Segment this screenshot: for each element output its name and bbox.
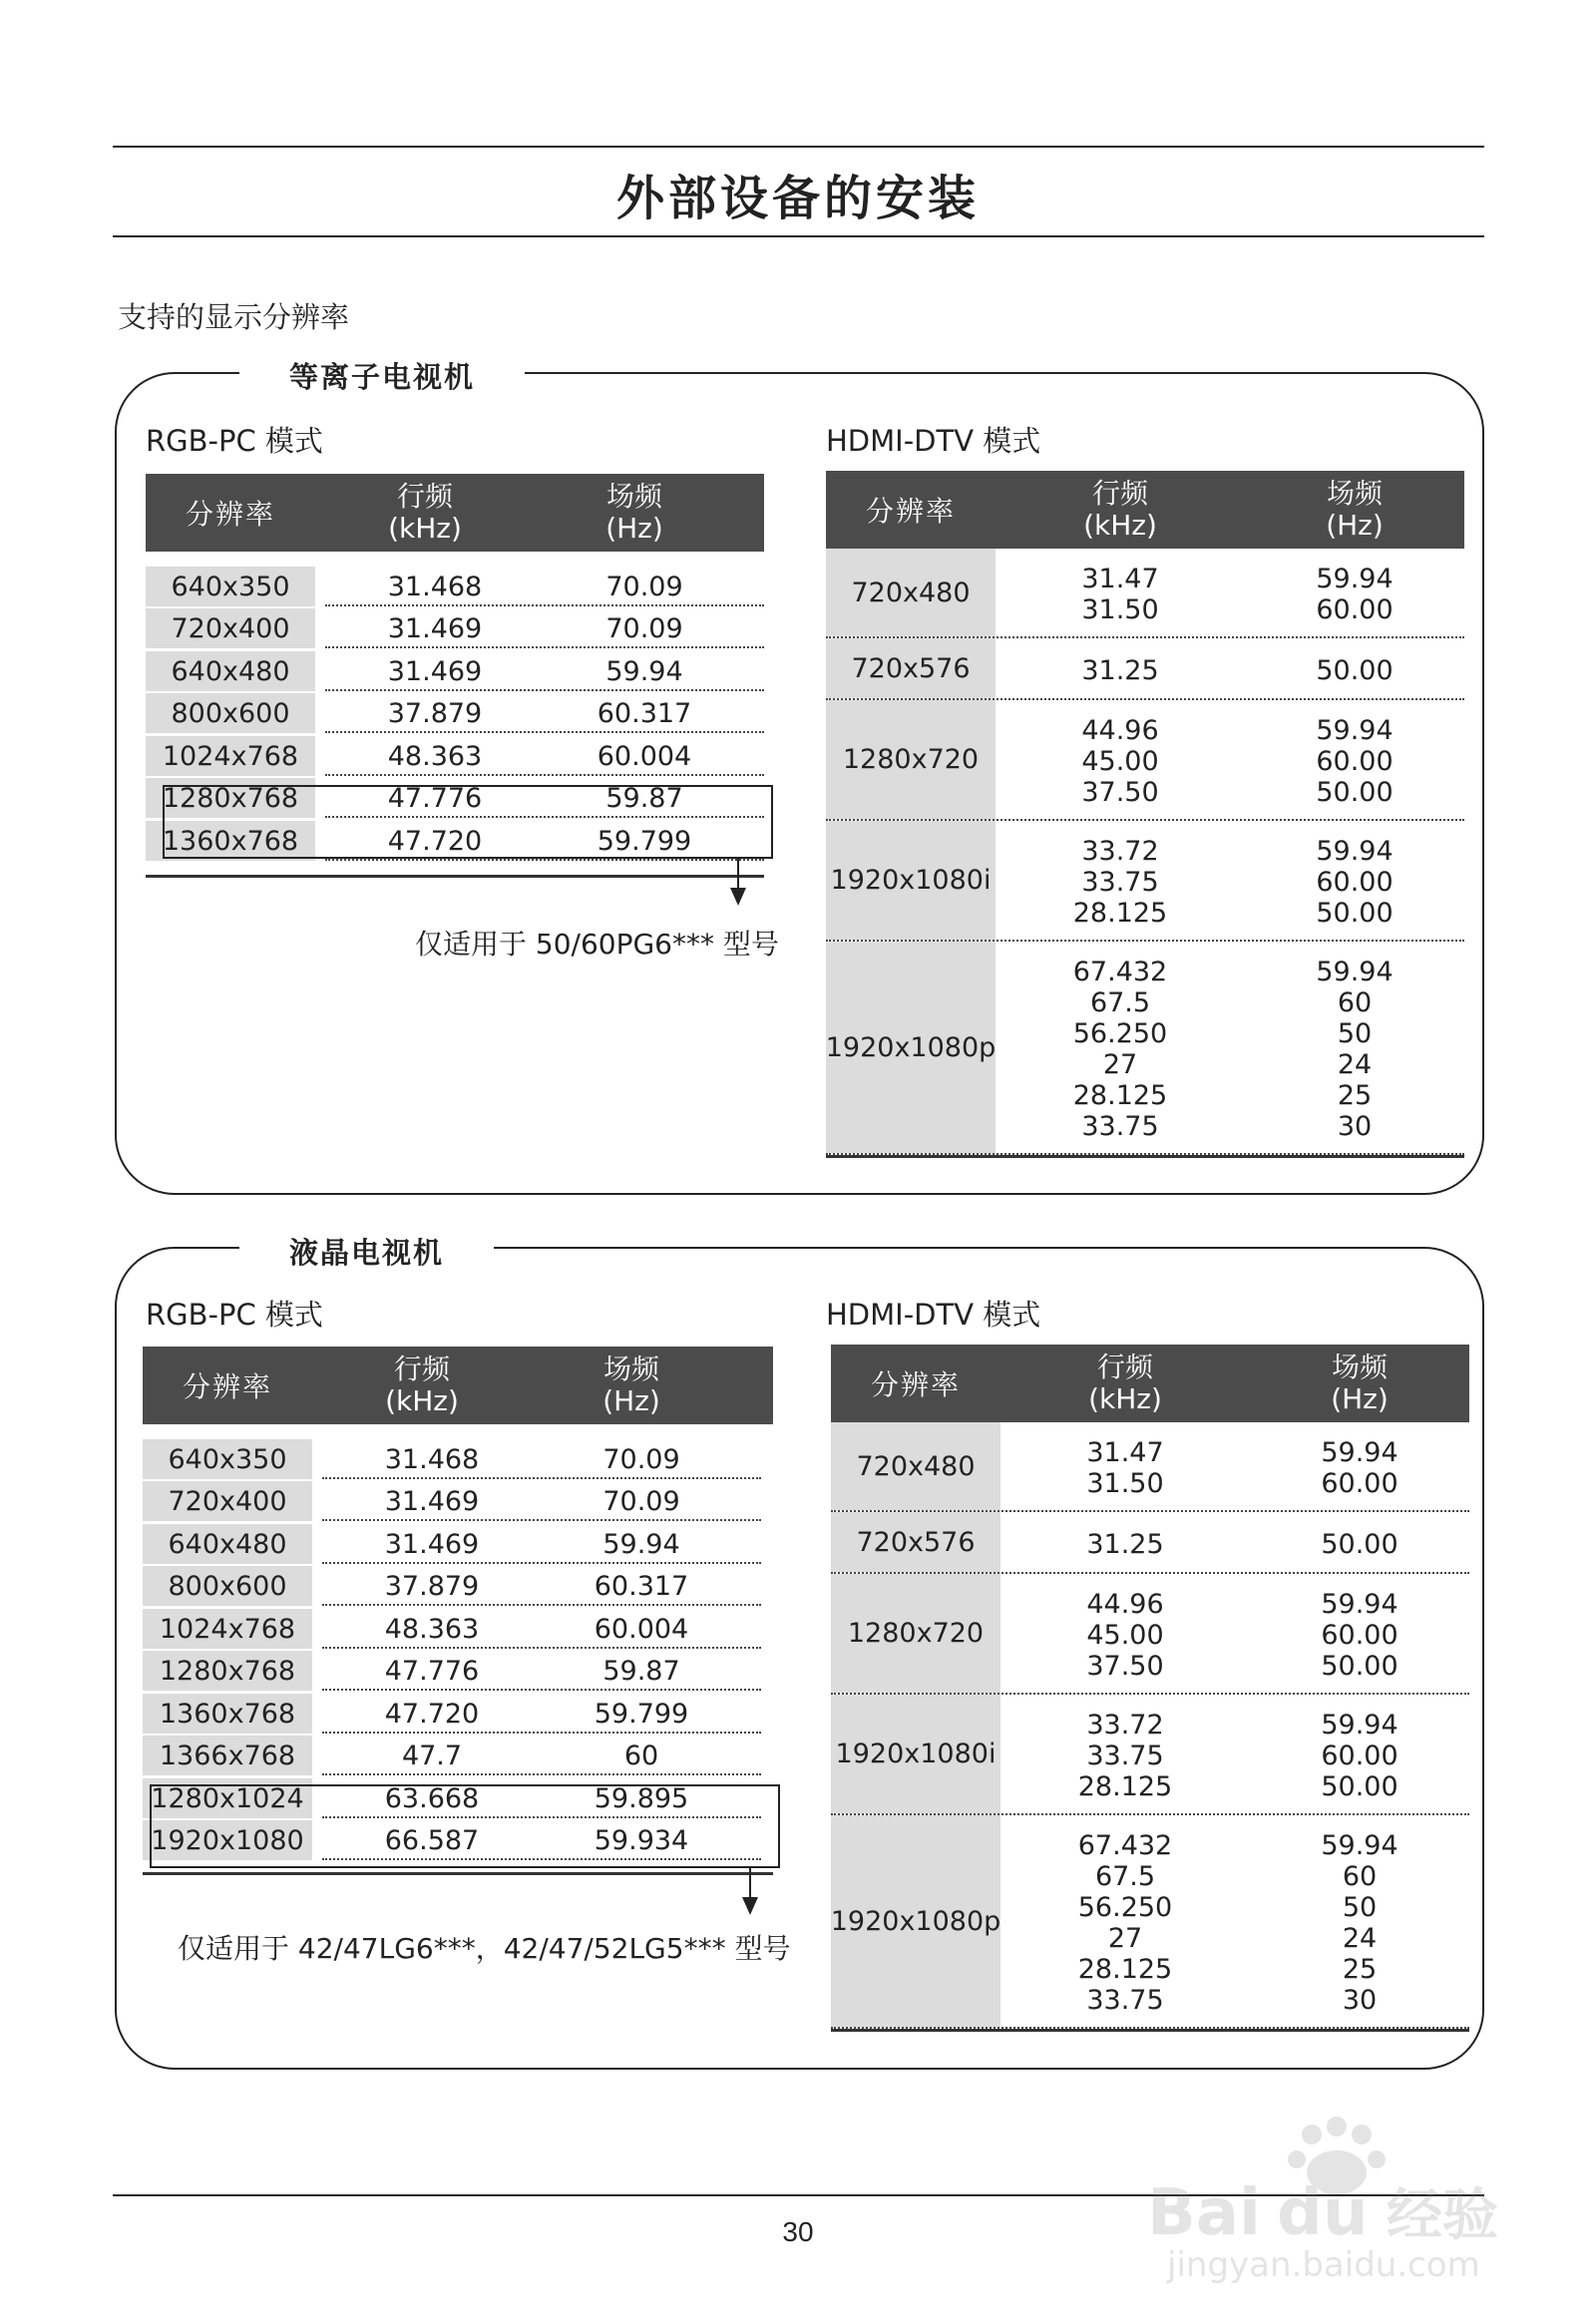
cell-hfreq: 37.50 <box>1086 1651 1164 1682</box>
header-hfreq-unit: (kHz) <box>1088 1382 1162 1415</box>
header-vfreq-label: 场频 <box>602 1352 659 1385</box>
hfreq-column <box>996 821 1245 940</box>
plasma-hdmi-table <box>826 471 1464 1158</box>
cell-hfreq: 31.50 <box>1086 1468 1164 1499</box>
cell-hfreq: 45.00 <box>1081 746 1159 777</box>
cell-hfreq: 56.250 <box>1072 1018 1168 1049</box>
cell-hfreq: 28.125 <box>1077 1771 1173 1802</box>
cell-resolution: 720x480 <box>831 1422 1000 1510</box>
cell-vfreq: 59.94 <box>1321 1437 1398 1468</box>
plasma-hdmi-body <box>826 549 1464 1155</box>
cell-resolution: 800x600 <box>146 693 315 733</box>
cell-resolution: 1366x768 <box>143 1736 312 1775</box>
table-row <box>826 638 1464 700</box>
row-values <box>322 1566 761 1606</box>
cell-vfreq: 70.09 <box>605 571 683 602</box>
cell-resolution: 720x480 <box>826 549 996 636</box>
row-values <box>322 1609 761 1649</box>
cell-vfreq: 24 <box>1337 1049 1373 1080</box>
table-row <box>831 1815 1469 2029</box>
table-bottom-rule <box>826 1155 1464 1158</box>
table-row <box>146 606 764 649</box>
table-row <box>826 700 1464 821</box>
row-values <box>322 1524 761 1564</box>
cell-vfreq: 60.00 <box>1321 1741 1398 1771</box>
cell-hfreq: 33.72 <box>1081 836 1159 867</box>
cell-vfreq: 70.09 <box>605 613 683 644</box>
cell-resolution: 640x480 <box>143 1524 312 1564</box>
header-hfreq-unit: (kHz) <box>1083 509 1157 542</box>
table-row <box>831 1422 1469 1512</box>
cell-hfreq: 31.25 <box>1086 1528 1164 1560</box>
cell-vfreq: 60.004 <box>597 740 692 772</box>
cell-hfreq: 47.720 <box>384 1698 480 1730</box>
cell-resolution: 720x400 <box>143 1481 312 1521</box>
cell-resolution: 640x480 <box>146 651 315 691</box>
table-row <box>146 564 764 606</box>
header-resolution: 分辨率 <box>182 1370 272 1403</box>
row-values <box>322 1439 761 1479</box>
lcd-hdmi-body <box>831 1422 1469 2029</box>
cell-vfreq: 59.94 <box>602 1528 680 1560</box>
cell-hfreq: 37.50 <box>1081 777 1159 808</box>
cell-hfreq: 31.468 <box>384 1443 480 1475</box>
cell-hfreq: 31.469 <box>384 1486 480 1517</box>
hfreq-column <box>996 638 1245 698</box>
svg-text:du: du <box>1277 2176 1369 2250</box>
lcd-note: 仅适用于 42/47LG6***，42/47/52LG5*** 型号 <box>178 1932 791 1965</box>
table-row <box>831 1512 1469 1574</box>
vfreq-column <box>1245 821 1464 940</box>
cell-resolution: 1920x1080 <box>143 1820 312 1860</box>
cell-resolution: 720x400 <box>146 608 315 648</box>
cell-vfreq: 60.004 <box>594 1613 689 1645</box>
table-row <box>831 1695 1469 1815</box>
header-hfreq <box>1000 1352 1250 1415</box>
header-hfreq-unit: (kHz) <box>388 512 462 545</box>
cell-hfreq: 31.47 <box>1081 564 1159 594</box>
vfreq-column <box>1245 549 1464 636</box>
cell-hfreq: 31.469 <box>387 655 483 687</box>
vfreq-column <box>1245 638 1464 698</box>
cell-vfreq: 30 <box>1342 1985 1378 2016</box>
cell-hfreq: 31.25 <box>1081 654 1159 686</box>
intro-text: 支持的显示分辨率 <box>118 300 350 334</box>
header-vfreq-unit: (Hz) <box>605 512 663 545</box>
cell-hfreq: 44.96 <box>1086 1589 1164 1620</box>
row-values <box>322 1694 761 1734</box>
cell-hfreq: 47.776 <box>387 783 483 814</box>
cell-hfreq: 27 <box>1102 1049 1138 1080</box>
table-bottom-rule <box>831 2029 1469 2032</box>
row-values <box>322 1481 761 1521</box>
header-hfreq <box>315 481 535 545</box>
cell-vfreq: 59.94 <box>1316 957 1394 987</box>
cell-hfreq: 28.125 <box>1072 1080 1168 1111</box>
cell-hfreq: 44.96 <box>1081 715 1159 746</box>
header-vfreq <box>1245 478 1464 542</box>
plasma-section-label: 等离子电视机 <box>239 355 525 396</box>
table-row <box>143 1564 773 1607</box>
row-values <box>322 1651 761 1691</box>
header-hfreq-label: 行频 <box>396 479 453 513</box>
vfreq-column <box>1245 942 1464 1153</box>
top-rule <box>113 146 1484 148</box>
cell-vfreq: 25 <box>1337 1080 1373 1111</box>
table-row <box>146 691 764 734</box>
vfreq-column <box>1250 1422 1469 1510</box>
table-bottom-rule <box>143 1872 773 1875</box>
vfreq-column <box>1250 1574 1469 1693</box>
cell-resolution: 800x600 <box>143 1566 312 1606</box>
cell-hfreq: 31.50 <box>1081 594 1159 625</box>
hfreq-column <box>996 942 1245 1153</box>
cell-vfreq: 59.87 <box>605 783 683 814</box>
cell-hfreq: 56.250 <box>1077 1892 1173 1923</box>
cell-resolution: 1024x768 <box>143 1609 312 1649</box>
cell-hfreq: 67.432 <box>1072 957 1168 987</box>
cell-vfreq: 59.94 <box>605 655 683 687</box>
cell-resolution: 1920x1080p <box>831 1815 1000 2027</box>
table-row <box>143 1521 773 1564</box>
cell-hfreq: 33.75 <box>1081 867 1159 898</box>
cell-hfreq: 31.47 <box>1086 1437 1164 1468</box>
cell-vfreq: 70.09 <box>602 1443 680 1475</box>
cell-vfreq: 59.94 <box>1321 1710 1398 1741</box>
hfreq-column <box>1000 1512 1250 1572</box>
cell-resolution: 1024x768 <box>146 736 315 776</box>
cell-hfreq: 37.879 <box>387 698 483 729</box>
svg-text:经验: 经验 <box>1387 2183 1498 2248</box>
cell-resolution: 1920x1080i <box>831 1695 1000 1813</box>
cell-vfreq: 60.00 <box>1321 1468 1398 1499</box>
cell-vfreq: 59.87 <box>602 1656 680 1687</box>
cell-hfreq: 47.7 <box>401 1741 463 1771</box>
table-bottom-rule <box>146 875 764 878</box>
row-values <box>325 608 764 648</box>
lcd-hdmi-table <box>831 1345 1469 2032</box>
cell-hfreq: 45.00 <box>1086 1620 1164 1651</box>
table-row <box>146 733 764 776</box>
cell-resolution: 1280x768 <box>146 778 315 818</box>
cell-resolution: 1280x720 <box>826 700 996 819</box>
cell-vfreq: 59.799 <box>597 825 692 857</box>
table-row <box>146 648 764 691</box>
cell-vfreq: 50.00 <box>1321 1771 1398 1802</box>
cell-resolution: 1920x1080i <box>826 821 996 940</box>
cell-vfreq: 50 <box>1342 1892 1378 1923</box>
vfreq-column <box>1245 700 1464 819</box>
cell-hfreq: 31.468 <box>387 571 483 602</box>
plasma-hdmi-title: HDMI-DTV 模式 <box>826 424 1041 458</box>
table-row <box>826 549 1464 638</box>
header-hfreq-label: 行频 <box>1096 1350 1153 1383</box>
row-values <box>322 1736 761 1775</box>
cell-resolution: 640x350 <box>143 1439 312 1479</box>
lcd-arrow-head <box>742 1897 758 1915</box>
cell-resolution: 1280x720 <box>831 1574 1000 1693</box>
hfreq-column <box>996 700 1245 819</box>
cell-vfreq: 59.934 <box>594 1825 689 1856</box>
cell-vfreq: 50.00 <box>1316 777 1394 808</box>
header-vfreq-unit: (Hz) <box>1326 509 1384 542</box>
table-header <box>143 1347 773 1424</box>
table-row <box>143 1479 773 1522</box>
cell-hfreq: 37.879 <box>384 1571 480 1602</box>
cell-hfreq: 67.5 <box>1089 987 1151 1018</box>
header-vfreq <box>1250 1352 1469 1415</box>
header-vfreq <box>532 1354 731 1417</box>
header-resolution: 分辨率 <box>185 498 275 531</box>
cell-vfreq: 50.00 <box>1321 1528 1398 1560</box>
vfreq-column <box>1250 1695 1469 1813</box>
hfreq-column <box>996 549 1245 636</box>
lcd-rgb-title: RGB-PC 模式 <box>146 1298 323 1332</box>
cell-hfreq: 33.72 <box>1086 1710 1164 1741</box>
cell-resolution: 640x350 <box>146 567 315 606</box>
cell-hfreq: 48.363 <box>384 1613 480 1645</box>
table-row <box>831 1574 1469 1695</box>
hfreq-column <box>1000 1815 1250 2027</box>
cell-hfreq: 28.125 <box>1077 1954 1173 1985</box>
svg-text:jingyan.baidu.com: jingyan.baidu.com <box>1167 2245 1480 2284</box>
cell-hfreq: 33.75 <box>1086 1741 1164 1771</box>
header-hfreq <box>996 478 1245 542</box>
cell-resolution: 720x576 <box>826 638 996 698</box>
cell-resolution: 1360x768 <box>143 1694 312 1734</box>
row-values <box>325 651 764 691</box>
table-header <box>826 471 1464 549</box>
table-row <box>143 1436 773 1479</box>
cell-vfreq: 60 <box>623 1741 659 1771</box>
cell-hfreq: 33.75 <box>1081 1111 1159 1142</box>
cell-hfreq: 28.125 <box>1072 898 1168 929</box>
cell-vfreq: 59.94 <box>1316 836 1394 867</box>
cell-hfreq: 47.776 <box>384 1656 480 1687</box>
cell-vfreq: 59.895 <box>594 1782 689 1814</box>
cell-vfreq: 24 <box>1342 1923 1378 1954</box>
header-vfreq-label: 场频 <box>1326 476 1383 510</box>
cell-hfreq: 33.75 <box>1086 1985 1164 2016</box>
cell-vfreq: 25 <box>1342 1954 1378 1985</box>
cell-resolution: 1360x768 <box>146 821 315 861</box>
cell-vfreq: 60.317 <box>594 1571 689 1602</box>
cell-vfreq: 59.94 <box>1321 1830 1398 1861</box>
header-hfreq <box>312 1354 532 1417</box>
cell-vfreq: 60.317 <box>597 698 692 729</box>
header-vfreq <box>535 481 734 545</box>
header-vfreq-label: 场频 <box>1331 1350 1388 1383</box>
page-number: 30 <box>782 2216 814 2247</box>
cell-vfreq: 50 <box>1337 1018 1373 1049</box>
table-row <box>143 1691 773 1734</box>
lcd-section-label: 液晶电视机 <box>239 1231 494 1272</box>
cell-resolution: 1280x768 <box>143 1651 312 1691</box>
plasma-rgb-title: RGB-PC 模式 <box>146 424 323 458</box>
table-row <box>826 942 1464 1155</box>
cell-vfreq: 59.94 <box>1321 1589 1398 1620</box>
table-row <box>826 821 1464 942</box>
cell-resolution: 720x576 <box>831 1512 1000 1572</box>
vfreq-column <box>1250 1815 1469 2027</box>
row-values <box>325 693 764 733</box>
cell-hfreq: 48.363 <box>387 740 483 772</box>
cell-vfreq: 60.00 <box>1321 1620 1398 1651</box>
title-underline <box>113 235 1484 237</box>
cell-vfreq: 59.799 <box>594 1698 689 1730</box>
cell-hfreq: 31.469 <box>387 613 483 644</box>
cell-resolution: 1280x1024 <box>143 1778 312 1818</box>
header-resolution: 分辨率 <box>870 1368 961 1401</box>
hfreq-column <box>1000 1422 1250 1510</box>
cell-hfreq: 66.587 <box>384 1825 480 1856</box>
cell-vfreq: 30 <box>1337 1111 1373 1142</box>
table-header <box>146 474 764 552</box>
cell-resolution: 1920x1080p <box>826 942 996 1153</box>
cell-hfreq: 67.432 <box>1077 1830 1173 1861</box>
hfreq-column <box>1000 1695 1250 1813</box>
plasma-highlight-box <box>163 785 773 859</box>
lcd-hdmi-title: HDMI-DTV 模式 <box>826 1298 1041 1332</box>
cell-hfreq: 47.720 <box>387 825 483 857</box>
cell-vfreq: 60 <box>1337 987 1373 1018</box>
header-hfreq-unit: (kHz) <box>385 1384 459 1417</box>
cell-hfreq: 31.469 <box>384 1528 480 1560</box>
row-values <box>325 567 764 606</box>
plasma-arrow-head <box>730 888 746 906</box>
cell-vfreq: 50.00 <box>1316 654 1394 686</box>
cell-vfreq: 59.94 <box>1316 715 1394 746</box>
baidu-jingyan-watermark <box>1137 2105 1536 2284</box>
cell-vfreq: 60.00 <box>1316 746 1394 777</box>
header-resolution: 分辨率 <box>865 495 956 528</box>
table-row <box>143 1734 773 1776</box>
cell-vfreq: 70.09 <box>602 1486 680 1517</box>
cell-hfreq: 63.668 <box>384 1782 480 1814</box>
hfreq-column <box>1000 1574 1250 1693</box>
svg-text:Bai: Bai <box>1147 2176 1261 2250</box>
vfreq-column <box>1250 1512 1469 1572</box>
header-hfreq-label: 行频 <box>1091 476 1148 510</box>
cell-hfreq: 27 <box>1107 1923 1143 1954</box>
table-header <box>831 1345 1469 1422</box>
header-vfreq-unit: (Hz) <box>1331 1382 1389 1415</box>
header-hfreq-label: 行频 <box>393 1352 450 1385</box>
cell-vfreq: 60.00 <box>1316 594 1394 625</box>
lcd-highlight-box <box>150 1784 780 1868</box>
table-row <box>143 1649 773 1692</box>
row-values <box>325 736 764 776</box>
cell-vfreq: 50.00 <box>1321 1651 1398 1682</box>
header-vfreq-unit: (Hz) <box>602 1384 660 1417</box>
plasma-note: 仅适用于 50/60PG6*** 型号 <box>415 928 779 961</box>
cell-vfreq: 60 <box>1342 1861 1378 1892</box>
header-vfreq-label: 场频 <box>605 479 662 513</box>
page-title: 外部设备的安装 <box>615 171 980 226</box>
cell-vfreq: 50.00 <box>1316 898 1394 929</box>
cell-vfreq: 60.00 <box>1316 867 1394 898</box>
cell-hfreq: 67.5 <box>1094 1861 1156 1892</box>
cell-vfreq: 59.94 <box>1316 564 1394 594</box>
table-row <box>143 1606 773 1649</box>
